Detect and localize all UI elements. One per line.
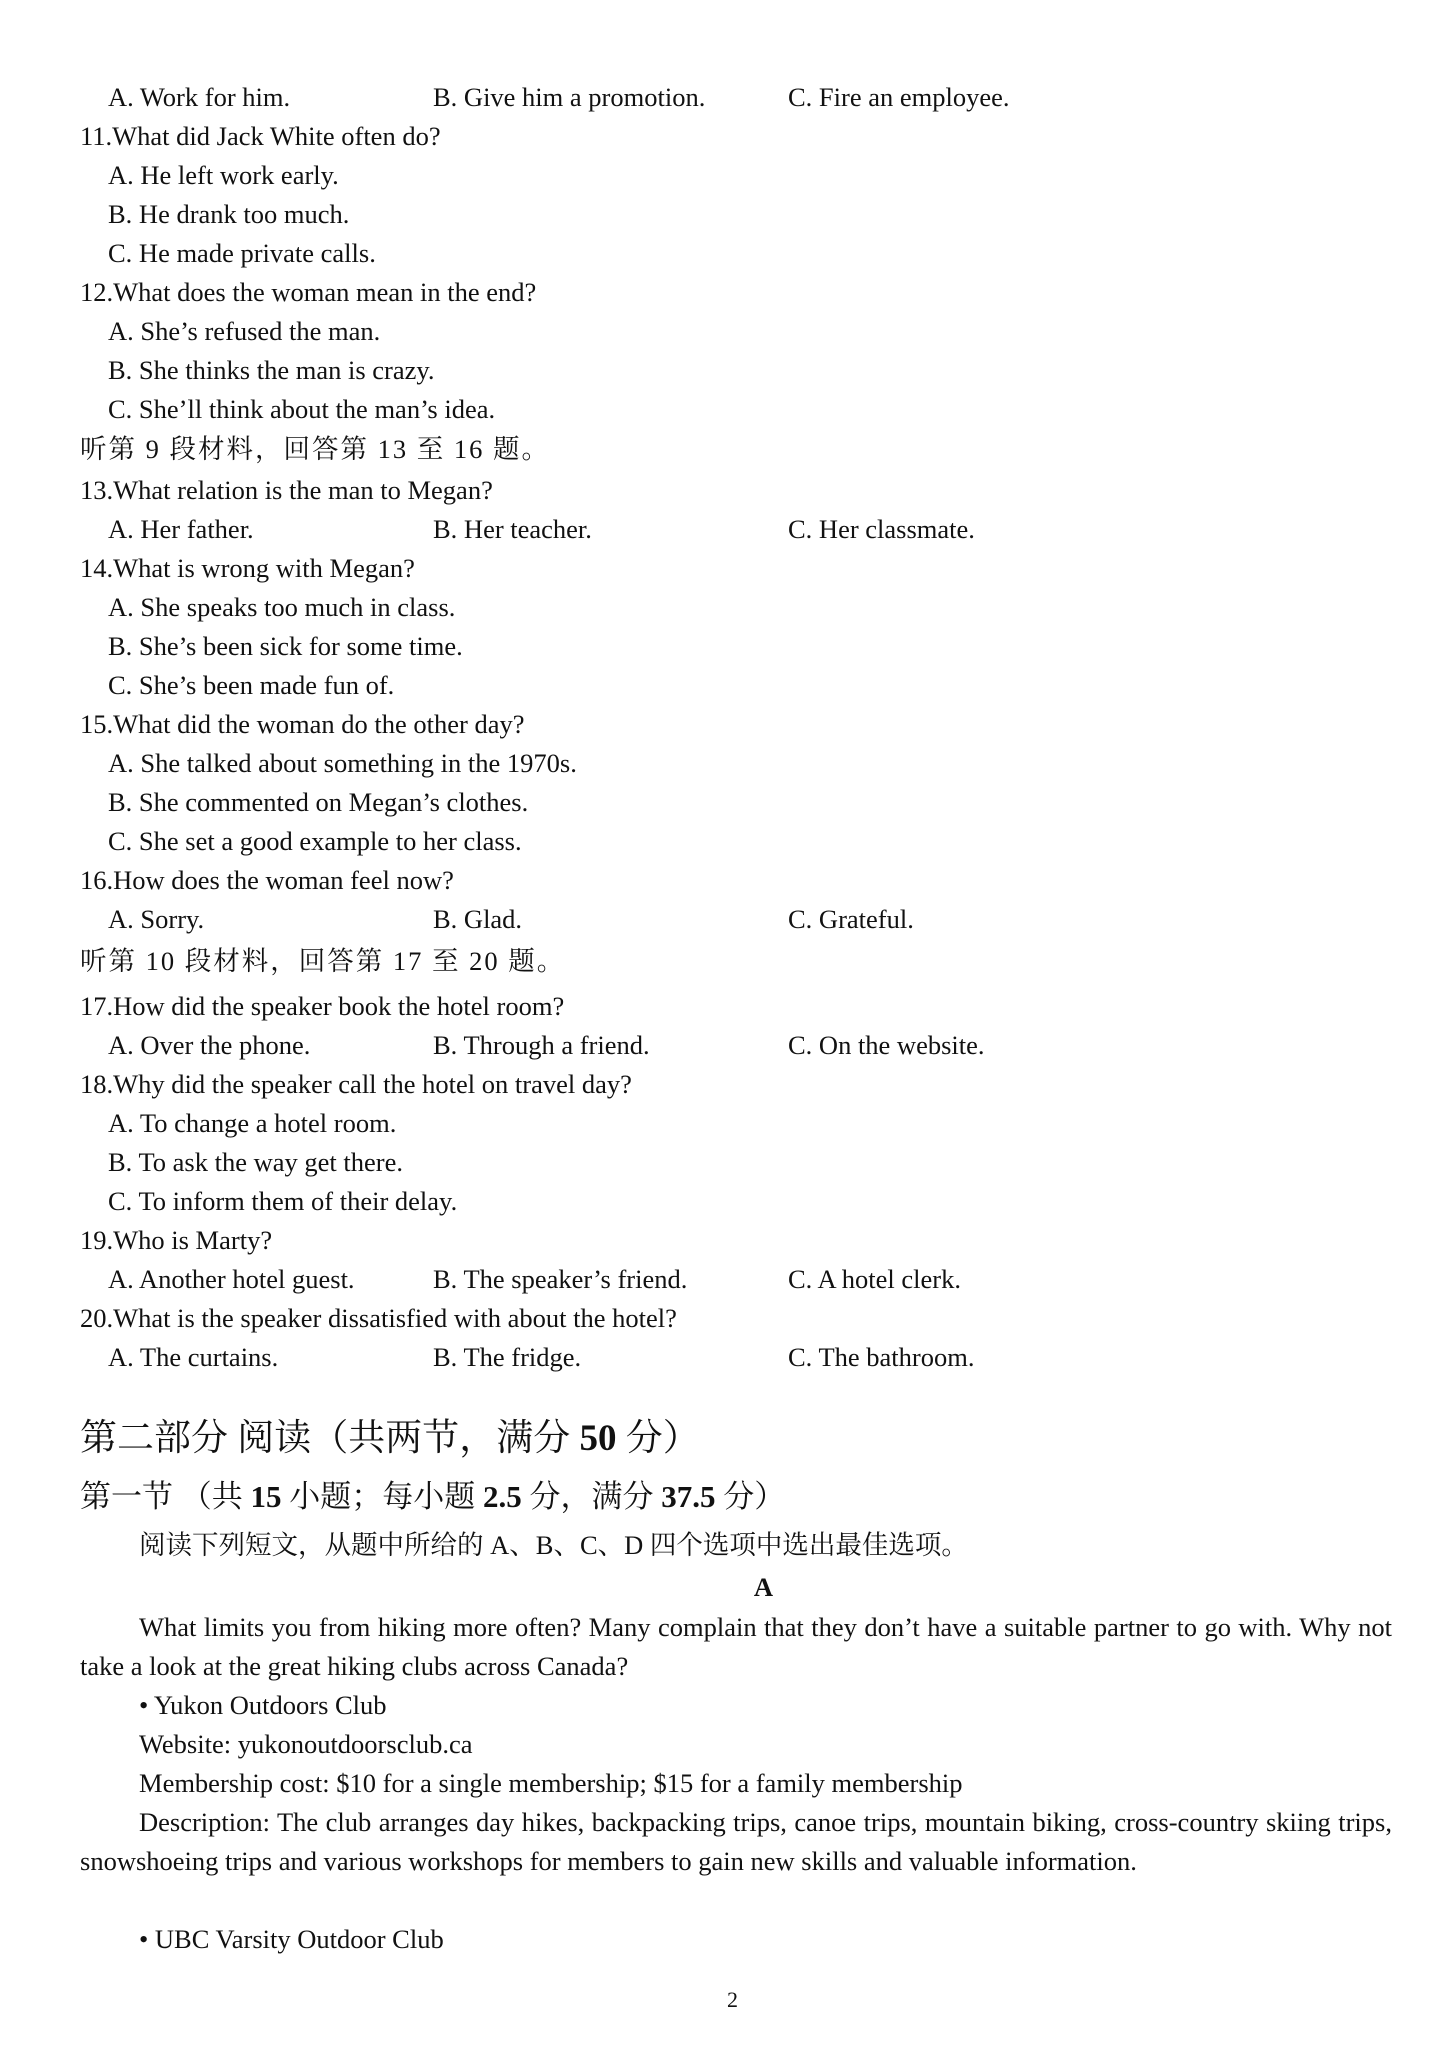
club-2-name: • UBC Varsity Outdoor Club [139, 1924, 444, 1954]
q11-option-c: C. He made private calls. [108, 238, 376, 268]
passage-10-note: 听第 10 段材料，回答第 17 至 20 题。 [80, 946, 566, 976]
q20-question: 20.What is the speaker dissatisfied with about the hotel? [80, 1303, 677, 1333]
q13-option-c: C. Her classmate. [788, 514, 975, 544]
q20-option-a: A. The curtains. [108, 1342, 279, 1372]
q18-question: 18.Why did the speaker call the hotel on travel day? [80, 1069, 632, 1099]
part-title-score: 50 [579, 1418, 617, 1459]
q20-option-c: C. The bathroom. [788, 1342, 975, 1372]
q18-option-a: A. To change a hotel room. [108, 1108, 397, 1138]
q14-option-a: A. She speaks too much in class. [108, 592, 456, 622]
section-question-count: 15 [250, 1479, 282, 1514]
club-1-name: • Yukon Outdoors Club [139, 1690, 387, 1720]
q13-option-b: B. Her teacher. [433, 514, 592, 544]
q17-question: 17.How did the speaker book the hotel room? [80, 991, 565, 1021]
q14-option-c: C. She’s been made fun of. [108, 670, 395, 700]
q11-option-a: A. He left work early. [108, 160, 339, 190]
passage-label: A [753, 1572, 774, 1602]
q15-option-a: A. She talked about something in the 1970s. [108, 748, 577, 778]
q13-option-a: A. Her father. [108, 514, 254, 544]
part-title-text: 第二部分 阅读（共两节，满分 [80, 1418, 580, 1459]
passage-intro: What limits you from hiking more often? Many complain that they don’t have a suitable partner to go with. Why not take a look at the great hiking clubs across Canada? [80, 1612, 1392, 1681]
section-title-text-2: 小题；每小题 [281, 1479, 483, 1514]
q10-option-b: B. Give him a promotion. [433, 82, 706, 112]
q19-option-b: B. The speaker’s friend. [433, 1264, 688, 1294]
q17-option-a: A. Over the phone. [108, 1030, 311, 1060]
q13-question: 13.What relation is the man to Megan? [80, 475, 493, 505]
q12-option-a: A. She’s refused the man. [108, 316, 381, 346]
q14-option-b: B. She’s been sick for some time. [108, 631, 463, 661]
club-1-website: Website: yukonoutdoorsclub.ca [139, 1729, 473, 1759]
q19-option-a: A. Another hotel guest. [108, 1264, 355, 1294]
section-one-title [80, 1475, 785, 1519]
q19-option-c: C. A hotel clerk. [788, 1264, 961, 1294]
q17-option-b: B. Through a friend. [433, 1030, 650, 1060]
q16-option-c: C. Grateful. [788, 904, 914, 934]
q10-option-a: A. Work for him. [108, 82, 291, 112]
q12-option-c: C. She’ll think about the man’s idea. [108, 394, 496, 424]
q11-question: 11.What did Jack White often do? [80, 121, 441, 151]
club-1-description: Description: The club arranges day hikes, backpacking trips, canoe trips, mountain biking, cross-country skiing trips, snowshoeing trips and various workshops for members to gain new skills and valuable information. [80, 1807, 1392, 1876]
q15-option-c: C. She set a good example to her class. [108, 826, 522, 856]
section-title-suffix: 分） [715, 1479, 786, 1514]
q16-option-b: B. Glad. [433, 904, 523, 934]
q14-question: 14.What is wrong with Megan? [80, 553, 415, 583]
q17-option-c: C. On the website. [788, 1030, 985, 1060]
reading-instruction: 阅读下列短文，从题中所给的 A、B、C、D 四个选项中选出最佳选项。 [139, 1530, 968, 1560]
part-two-title [80, 1413, 700, 1465]
q18-option-b: B. To ask the way get there. [108, 1147, 403, 1177]
q12-option-b: B. She thinks the man is crazy. [108, 355, 435, 385]
q16-question: 16.How does the woman feel now? [80, 865, 454, 895]
section-title-text: 第一节 （共 [80, 1479, 251, 1514]
section-per-score: 2.5 [483, 1479, 522, 1514]
section-title-text-3: 分，满分 [521, 1479, 662, 1514]
club-1-cost: Membership cost: $10 for a single membership; $15 for a family membership [139, 1768, 963, 1798]
q18-option-c: C. To inform them of their delay. [108, 1186, 458, 1216]
q15-option-b: B. She commented on Megan’s clothes. [108, 787, 529, 817]
q11-option-b: B. He drank too much. [108, 199, 350, 229]
section-total-score: 37.5 [661, 1479, 716, 1514]
part-title-suffix: 分） [616, 1418, 700, 1459]
page-number: 2 [727, 1987, 738, 2012]
q20-option-b: B. The fridge. [433, 1342, 582, 1372]
q16-option-a: A. Sorry. [108, 904, 205, 934]
q15-question: 15.What did the woman do the other day? [80, 709, 525, 739]
q12-question: 12.What does the woman mean in the end? [80, 277, 537, 307]
q19-question: 19.Who is Marty? [80, 1225, 273, 1255]
q10-option-c: C. Fire an employee. [788, 82, 1010, 112]
passage-9-note: 听第 9 段材料，回答第 13 至 16 题。 [80, 434, 550, 464]
